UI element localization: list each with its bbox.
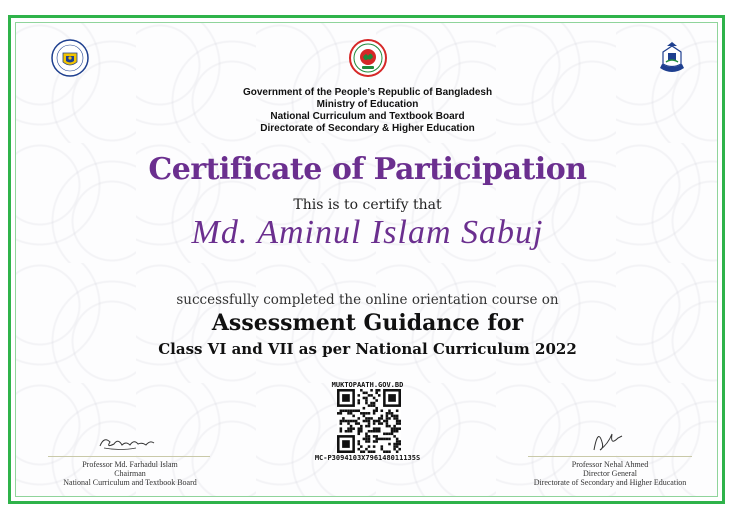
header-line-government: Government of the People’s Republic of Bangladesh (242, 87, 493, 98)
completion-text: successfully completed the online orientation course on (176, 292, 559, 308)
left-signatory-org: National Curriculum and Textbook Board (63, 478, 197, 487)
right-signatory-org: Directorate of Secondary and Higher Education (533, 478, 687, 487)
right-signature-line (528, 456, 692, 457)
left-signature-line (48, 456, 210, 457)
nctb-logo-icon (50, 38, 90, 78)
certificate-title: Certificate of Participation (148, 152, 587, 187)
header-line-ministry: Ministry of Education (316, 99, 419, 110)
certificate-id: MC-P3094103X796148011135S (314, 454, 421, 462)
header-line-dshe: Directorate of Secondary & Higher Education (260, 123, 475, 134)
left-signatory-title: Chairman (114, 469, 146, 478)
right-signatory-title: Director General (583, 469, 637, 478)
verification-site: MUKTOPAATH.GOV.BD (331, 381, 404, 389)
course-title-line1: Assessment Guidance for (211, 310, 524, 336)
left-signatory-name: Professor Md. Farhadul Islam (82, 460, 178, 469)
course-title-line2: Class VI and VII as per National Curriculum 2022 (158, 340, 577, 358)
dshe-logo-icon (652, 38, 692, 78)
header-line-nctb: National Curriculum and Textbook Board (270, 111, 465, 122)
bangladesh-government-emblem-icon (348, 38, 388, 78)
recipient-name: Md. Aminul Islam Sabuj (191, 214, 544, 251)
qr-code-icon (337, 389, 401, 453)
chairman-signature-icon (96, 430, 158, 454)
right-signatory-name: Professor Nehal Ahmed (571, 460, 649, 469)
certify-text: This is to certify that (293, 197, 442, 213)
director-general-signature-icon (588, 424, 628, 454)
